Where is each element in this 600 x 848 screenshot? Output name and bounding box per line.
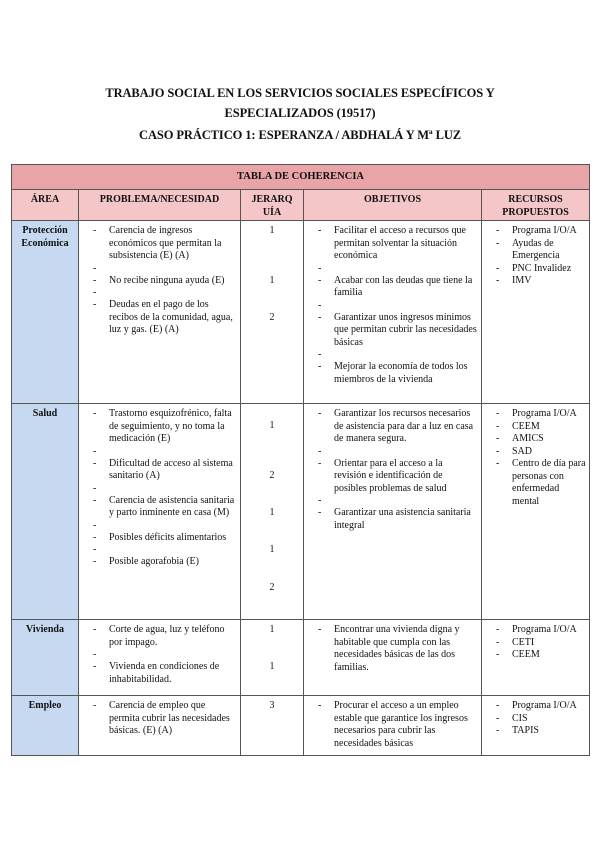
objective-item: - Acabar con las deudas que tiene la familia — [304, 275, 477, 300]
area-cell: Empleo — [12, 696, 79, 756]
problem-item: - Vivienda en condiciones de inhabitabilidad. — [79, 661, 236, 686]
area-cell: Salud — [12, 404, 79, 620]
problem-item: - Deudas en el pago de los recibos de la comunidad, agua, luz y gas. (E) (A) — [79, 299, 236, 337]
resource-cell — [482, 696, 590, 756]
problem-item: - Carencia de empleo que permita cubrir las necesidades básicas. (E) (A) — [79, 700, 236, 738]
objective-item: - Encontrar una vivienda digna y habitable que cumpla con las necesidades básicas de las dos familias. — [304, 624, 477, 674]
hierarchy-value: 2 — [269, 312, 275, 323]
hierarchy-cell — [241, 620, 304, 696]
objective-cell — [304, 696, 482, 756]
document-subtitle: CASO PRÁCTICO 1: ESPERANZA / ABDHALÁ Y Mª LUZ — [139, 128, 461, 142]
column-header-area: ÁREA — [12, 190, 79, 221]
objective-item: - Garantizar unos ingresos mínimos que permitan cubrir las necesidades básicas — [304, 312, 477, 350]
resource-item: - SAD — [482, 446, 587, 459]
problem-item: - Trastorno esquizofrénico, falta de seguimiento, y no toma la medicación (E) — [79, 408, 236, 446]
resource-item: - Ayudas de Emergencia — [482, 238, 587, 263]
hierarchy-cell — [241, 696, 304, 756]
objective-item: - Garantizar una asistencia sanitaria integral — [304, 507, 477, 532]
resource-item: - CEEM — [482, 421, 587, 434]
column-header-problema: PROBLEMA/NECESIDAD — [79, 190, 241, 221]
objective-item: - Mejorar la economía de todos los miembros de la vivienda — [304, 361, 477, 386]
hierarchy-cell — [241, 221, 304, 404]
hierarchy-value: 1 — [269, 225, 275, 236]
problem-item: - Carencia de asistencia sanitaria y parto inminente en casa (M) — [79, 495, 236, 520]
resource-item: - PNC Invalidez — [482, 263, 587, 276]
resource-item: - Programa I/O/A — [482, 408, 587, 421]
resource-item: - Programa I/O/A — [482, 624, 587, 637]
hierarchy-value: 1 — [269, 544, 275, 555]
problem-item: - Dificultad de acceso al sistema sanitario (A) — [79, 458, 236, 483]
objective-item: - Orientar para el acceso a la revisión e identificación de posibles problemas de salud — [304, 458, 477, 496]
resource-item: - TAPIS — [482, 725, 587, 738]
column-header-jerarquia: JERARQUÍA — [241, 190, 304, 221]
resource-cell — [482, 221, 590, 404]
problem-cell — [79, 620, 241, 696]
hierarchy-value: 1 — [269, 507, 275, 518]
problem-item: - Posibles déficits alimentarios — [79, 532, 236, 545]
area-cell: Protección Económica — [12, 221, 79, 404]
hierarchy-value: 1 — [269, 661, 275, 672]
objective-cell — [304, 620, 482, 696]
hierarchy-cell — [241, 404, 304, 620]
resource-cell — [482, 404, 590, 620]
objective-item: - Procurar el acceso a un empleo estable que garantice los ingresos necesarios para cubrir las necesidades básicas — [304, 700, 477, 750]
problem-item: - Carencia de ingresos económicos que permitan la subsistencia (E) (A) — [79, 225, 236, 263]
resource-item: - CEEM — [482, 649, 587, 662]
document-title-line-1: TRABAJO SOCIAL EN LOS SERVICIOS SOCIALES ESPECÍFICOS Y — [105, 86, 495, 100]
column-header-objetivos: OBJETIVOS — [304, 190, 482, 221]
hierarchy-value: 1 — [269, 420, 275, 431]
resource-item: - CETI — [482, 637, 587, 650]
table-row — [12, 620, 590, 696]
resource-cell — [482, 620, 590, 696]
objective-item: - Garantizar los recursos necesarios de asistencia para dar a luz en casa de manera segura. — [304, 408, 477, 446]
area-cell: Vivienda — [12, 620, 79, 696]
problem-item: - Corte de agua, luz y teléfono por impago. — [79, 624, 236, 649]
table-row — [12, 696, 590, 756]
objective-cell — [304, 404, 482, 620]
problem-cell — [79, 404, 241, 620]
table-row — [12, 221, 590, 404]
coherence-table — [11, 164, 590, 756]
objective-cell — [304, 221, 482, 404]
column-header-recursos: RECURSOS PROPUESTOS — [482, 190, 590, 221]
resource-item: - IMV — [482, 275, 587, 288]
hierarchy-value: 2 — [269, 470, 275, 481]
resource-item: - Programa I/O/A — [482, 225, 587, 238]
table-row — [12, 404, 590, 620]
resource-item: - AMICS — [482, 433, 587, 446]
problem-item: - Posible agorafobia (E) — [79, 556, 236, 569]
hierarchy-value: 3 — [269, 700, 275, 711]
hierarchy-value: 1 — [269, 275, 275, 286]
hierarchy-value: 1 — [269, 624, 275, 635]
table-title: TABLA DE COHERENCIA — [12, 165, 590, 190]
objective-item: - Facilitar el acceso a recursos que permitan solventar la situación económica — [304, 225, 477, 263]
resource-item: - Centro de día para personas con enfermedad mental — [482, 458, 587, 508]
problem-cell — [79, 221, 241, 404]
resource-item: - CIS — [482, 713, 587, 726]
hierarchy-value: 2 — [269, 582, 275, 593]
resource-item: - Programa I/O/A — [482, 700, 587, 713]
problem-item: - No recibe ninguna ayuda (E) — [79, 275, 236, 288]
problem-cell — [79, 696, 241, 756]
document-title-line-2: ESPECIALIZADOS (19517) — [224, 106, 376, 120]
